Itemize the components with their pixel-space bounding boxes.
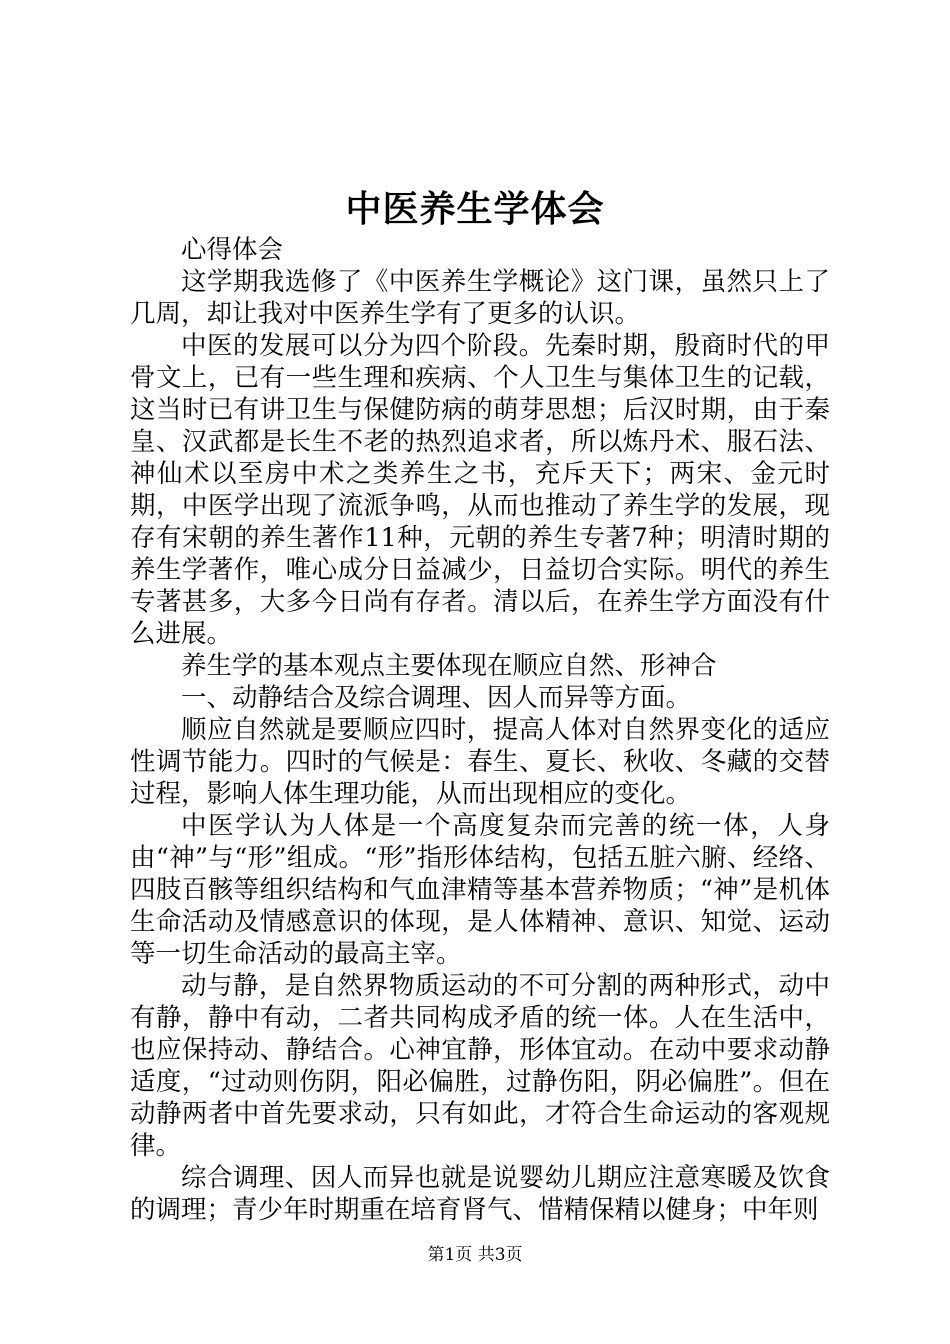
document-body — [130, 234, 830, 1226]
paragraph: 顺应自然就是要顺应四时，提高人体对自然界变化的适应性调节能力。四时的气候是：春生、夏长、秋收、冬藏的交替过程，影响人体生理功能，从而出现相应的变化。 — [130, 715, 830, 809]
document-title: 中医养生学体会 — [345, 188, 605, 230]
paragraph: 养生学的基本观点主要体现在顺应自然、形神合 — [181, 651, 717, 681]
paragraph: 这学期我选修了《中医养生学概论》这门课，虽然只上了几周，却让我对中医养生学有了更多的认识。 — [130, 267, 830, 329]
section-label: 心得体会 — [181, 235, 284, 265]
paragraph: 一、动静结合及综合调理、因人而异等方面。 — [181, 683, 692, 713]
page-footer: 第1页 共3页 — [427, 1245, 523, 1265]
paragraph: 中医学认为人体是一个高度复杂而完善的统一体，人身由“神”与“形”组成。“形”指形体结构，包括五脏六腑、经络、四肢百骸等组织结构和气血津精等基本营养物质；“神”是机体生命活动及情感意识的体现，是人体精神、意识、知觉、运动等一切生命活动的最高主宰。 — [130, 811, 830, 969]
paragraph: 综合调理、因人而异也就是说婴幼儿期应注意寒暖及饮食的调理；青少年时期重在培育肾气、惜精保精以健身；中年则 — [130, 1163, 830, 1225]
paragraph: 动与静，是自然界物质运动的不可分割的两种形式，动中有静，静中有动，二者共同构成矛盾的统一体。人在生活中，也应保持动、静结合。心神宜静，形体宜动。在动中要求动静适度，“过动则伤阴，阳必偏胜，过静伤阳，阴必偏胜”。但在动静两者中首先要求动，只有如此，才符合生命运动的客观规律。 — [130, 971, 830, 1161]
paragraph: 中医的发展可以分为四个阶段。先秦时期，殷商时代的甲骨文上，已有一些生理和疾病、个人卫生与集体卫生的记载，这当时已有讲卫生与保健防病的萌芽思想；后汉时期，由于秦皇、汉武都是长生不老的热烈追求者，所以炼丹术、服石法、神仙术以至房中术之类养生之书，充斥天下；两宋、金元时期，中医学出现了流派争鸣，从而也推动了养生学的发展，现存有宋朝的养生著作11种，元朝的养生专著7种；明清时期的养生学著作，唯心成分日益减少，日益切合实际。明代的养生专著甚多，大多今日尚有存者。清以后，在养生学方面没有什么进展。 — [130, 331, 830, 649]
